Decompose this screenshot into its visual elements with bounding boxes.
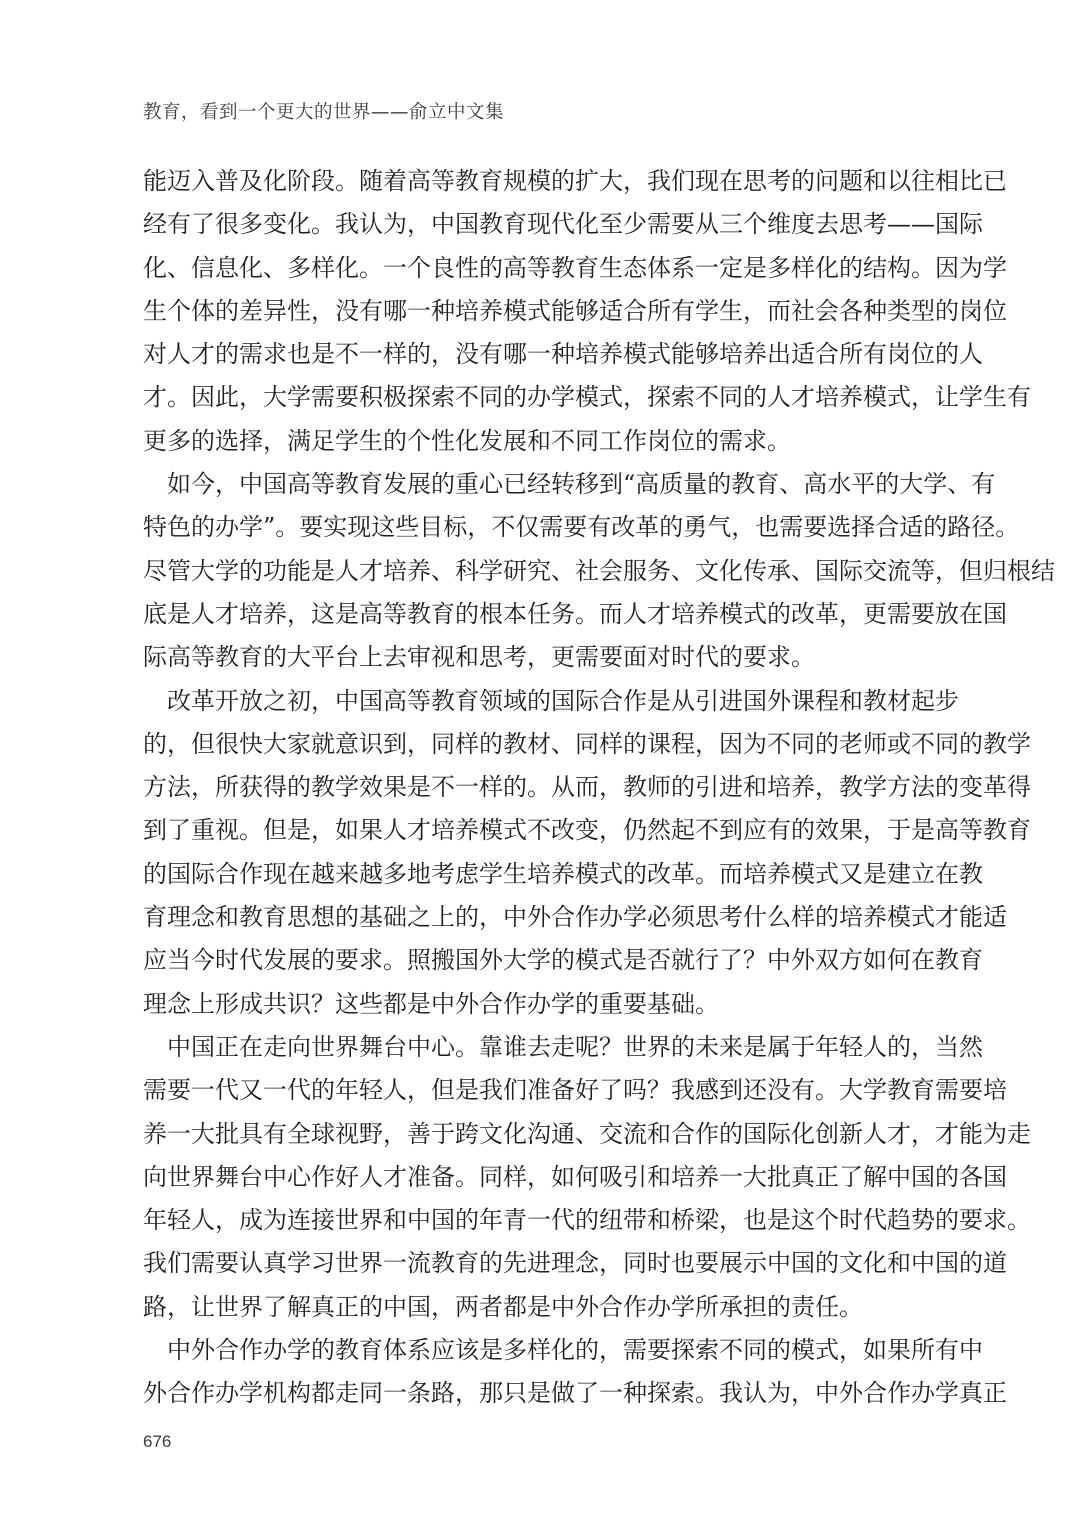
text-line: 更多的选择，满足学生的个性化发展和不同工作岗位的需求。 xyxy=(143,426,791,455)
paragraph-first-line: 如今，中国高等教育发展的重心已经转移到“高质量的教育、高水平的大学、有 xyxy=(167,470,996,499)
text-line: 向世界舞台中心作好人才准备。同样，如何吸引和培养一大批真正了解中国的各国 xyxy=(143,1162,1007,1191)
text-line: 际高等教育的大平台上去审视和思考，更需要面对时代的要求。 xyxy=(143,643,815,672)
text-line: 应当今时代发展的要求。照搬国外大学的模式是否就行了？中外双方如何在教育 xyxy=(143,946,983,975)
text-line: 的，但很快大家就意识到，同样的教材、同样的课程，因为不同的老师或不同的教学 xyxy=(143,729,1031,758)
paragraph-first-line: 中外合作办学的教育体系应该是多样化的，需要探索不同的模式，如果所有中 xyxy=(167,1336,983,1365)
text-line: 底是人才培养，这是高等教育的根本任务。而人才培养模式的改革，更需要放在国 xyxy=(143,599,1007,628)
running-head: 教育，看到一个更大的世界——俞立中文集 xyxy=(143,102,505,123)
text-line: 方法，所获得的教学效果是不一样的。从而，教师的引进和培养，教学方法的变革得 xyxy=(143,773,1031,802)
text-line: 经有了很多变化。我认为，中国教育现代化至少需要从三个维度去思考——国际 xyxy=(143,210,983,239)
text-line: 的国际合作现在越来越多地考虑学生培养模式的改革。而培养模式又是建立在教 xyxy=(143,859,983,888)
text-line: 我们需要认真学习世界一流教育的先进理念，同时也要展示中国的文化和中国的道 xyxy=(143,1249,1007,1278)
text-line: 才。因此，大学需要积极探索不同的办学模式，探索不同的人才培养模式，让学生有 xyxy=(143,383,1031,412)
text-line: 理念上形成共识？这些都是中外合作办学的重要基础。 xyxy=(143,989,719,1018)
text-line: 对人才的需求也是不一样的，没有哪一种培养模式能够培养出适合所有岗位的人 xyxy=(143,340,983,369)
text-line: 尽管大学的功能是人才培养、科学研究、社会服务、文化传承、国际交流等，但归根结 xyxy=(143,556,1055,585)
text-line: 外合作办学机构都走同一条路，那只是做了一种探索。我认为，中外合作办学真正 xyxy=(143,1379,1007,1408)
paragraph-first-line: 中国正在走向世界舞台中心。靠谁去走呢？世界的未来是属于年轻人的，当然 xyxy=(167,1032,983,1061)
paragraph-first-line: 改革开放之初，中国高等教育领域的国际合作是从引进国外课程和教材起步 xyxy=(167,686,959,715)
body-text xyxy=(143,160,1055,1416)
text-line: 化、信息化、多样化。一个良性的高等教育生态体系一定是多样化的结构。因为学 xyxy=(143,253,1007,282)
text-line: 年轻人，成为连接世界和中国的年青一代的纽带和桥梁，也是这个时代趋势的要求。 xyxy=(143,1206,1031,1235)
text-line: 生个体的差异性，没有哪一种培养模式能够适合所有学生，而社会各种类型的岗位 xyxy=(143,296,1007,325)
page-number: 676 xyxy=(143,1432,172,1451)
text-line: 能迈入普及化阶段。随着高等教育规模的扩大，我们现在思考的问题和以往相比已 xyxy=(143,167,1007,195)
text-line: 特色的办学”。要实现这些目标，不仅需要有改革的勇气，也需要选择合适的路径。 xyxy=(143,513,1020,542)
text-line: 需要一代又一代的年轻人，但是我们准备好了吗？我感到还没有。大学教育需要培 xyxy=(143,1076,1007,1105)
text-line: 养一大批具有全球视野，善于跨文化沟通、交流和合作的国际化创新人才，才能为走 xyxy=(143,1119,1031,1148)
text-line: 路，让世界了解真正的中国，两者都是中外合作办学所承担的责任。 xyxy=(143,1292,863,1321)
text-line: 育理念和教育思想的基础之上的，中外合作办学必须思考什么样的培养模式才能适 xyxy=(143,903,1007,932)
text-line: 到了重视。但是，如果人才培养模式不改变，仍然起不到应有的效果，于是高等教育 xyxy=(143,816,1031,845)
